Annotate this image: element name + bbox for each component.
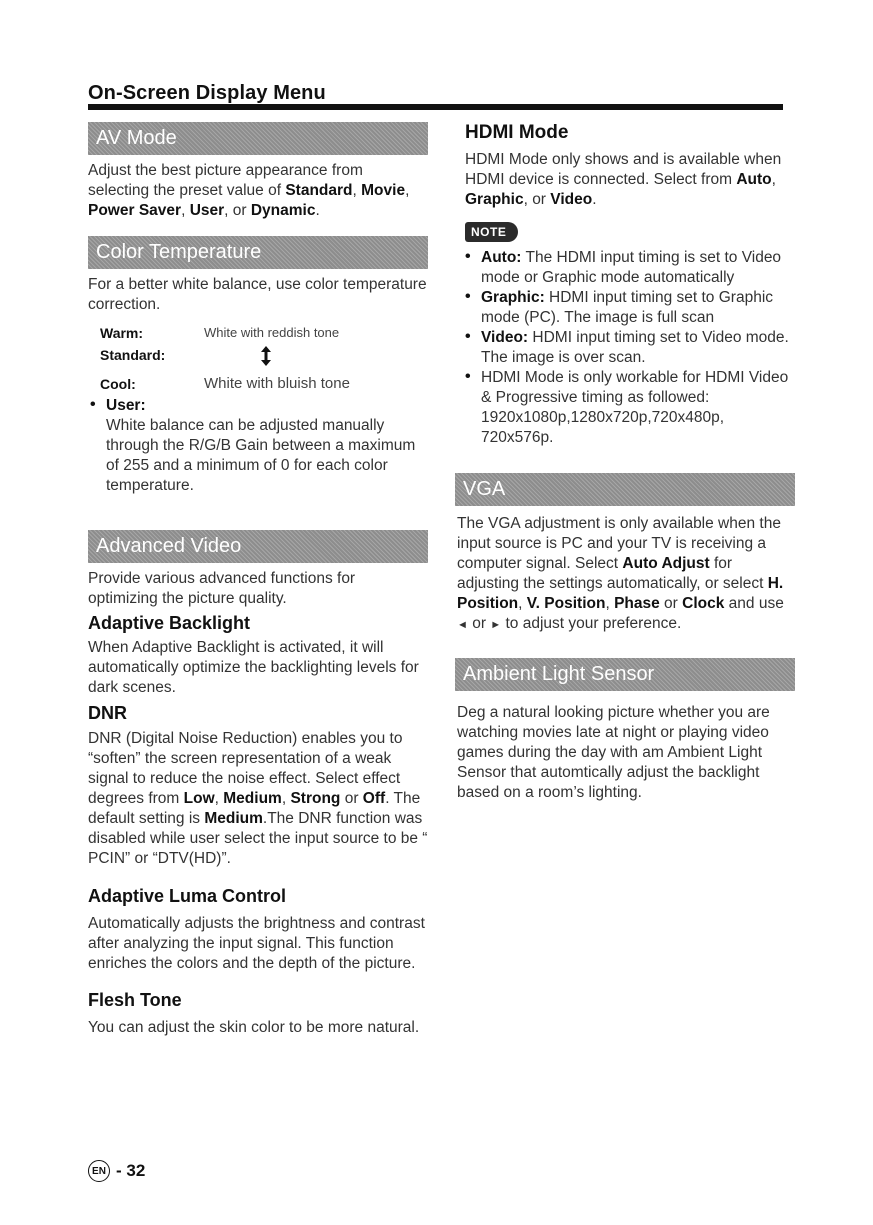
vga-heading: VGA: [455, 473, 795, 506]
av-mode-heading: AV Mode: [88, 122, 428, 155]
dnr-text: DNR (Digital Noise Reduction) enables you to “soften” the screen representation of a weak signal to reduce the noise effect. Select effect degrees from Low, Medium, Strong or Off. The default setting is Medium.The DNR function was disabled while user select the input source to be “ PCIN” or “DTV(HD)”.: [88, 730, 428, 867]
hdmi-mode-title: HDMI Mode: [465, 122, 569, 143]
hdmi-bullet-video: • Video: HDMI input timing set to Video mode. The image is over scan.: [463, 328, 795, 368]
en-language-icon: EN: [88, 1160, 110, 1182]
hdmi-mode-text: HDMI Mode only shows and is available when HDMI device is connected. Select from Auto, Graphic, or Video.: [465, 151, 782, 208]
warm-row: Warm: White with reddish tone: [100, 325, 340, 341]
standard-row: Standard:: [88, 345, 428, 372]
page-footer: [88, 1160, 145, 1182]
av-mode-text: Adjust the best picture appearance from selecting the preset value of Standard, Movie, Power Saver, User, or Dynamic.: [88, 162, 410, 219]
hdmi-bullet-graphic: • Graphic: HDMI input timing set to Graphic mode (PC). The image is full scan: [463, 288, 795, 328]
advanced-video-text: Provide various advanced functions for optimizing the picture quality.: [88, 570, 356, 607]
hdmi-bullet-timing: • HDMI Mode is only workable for HDMI Video & Progressive timing as followed: 1920x1080p,1280x720p,720x480p, 720x576p.: [463, 368, 795, 448]
adaptive-luma-text: Automatically adjusts the brightness and contrast after analyzing the input signal. This function enriches the colors and the depth of the picture.: [88, 915, 425, 972]
right-arrow-icon: ►: [490, 619, 502, 631]
advanced-video-heading: Advanced Video: [88, 530, 428, 563]
note-badge-wrap: [455, 222, 795, 242]
ambient-text: Deg a natural looking picture whether you are watching movies late at night or playing video games during the day with am Ambient Light Sensor that automtically adjust the backlight based on a room’s lighting.: [457, 704, 770, 801]
hdmi-bullets: [455, 248, 795, 448]
adaptive-backlight-text: When Adaptive Backlight is activated, it will automatically optimize the backlighting levels for dark scenes.: [88, 639, 419, 696]
hdmi-bullet-auto: • Auto: The HDMI input timing is set to Video mode or Graphic mode automatically: [463, 248, 795, 288]
adaptive-backlight-title: Adaptive Backlight: [88, 613, 251, 633]
ambient-heading: Ambient Light Sensor: [455, 658, 795, 691]
up-down-arrow-icon: [204, 345, 272, 372]
left-arrow-icon: ◄: [457, 619, 468, 631]
color-temperature-text: For a better white balance, use color temperature correction.: [88, 276, 427, 313]
note-badge: NOTE: [465, 222, 518, 242]
left-column: [88, 122, 428, 1038]
page-number: - 32: [116, 1161, 146, 1180]
page-title: On-Screen Display Menu: [88, 82, 326, 104]
vga-text: The VGA adjustment is only available when the input source is PC and your TV is receiving a computer signal. Select Auto Adjust for adjusting the settings automatically, or select H. Position, V. Position, Phase or Clock and use ◄ or ► to adjust your preference.: [457, 515, 784, 632]
flesh-tone-title: Flesh Tone: [88, 990, 182, 1010]
flesh-tone-text: You can adjust the skin color to be more natural.: [88, 1019, 420, 1036]
adaptive-luma-title: Adaptive Luma Control: [88, 886, 287, 906]
dnr-title: DNR: [88, 703, 127, 723]
title-rule: [88, 104, 783, 110]
cool-row: Cool: White with bluish tone: [100, 375, 350, 392]
color-temperature-heading: Color Temperature: [88, 236, 428, 269]
user-bullet: • User: White balance can be adjusted manually through the R/G/B Gain between a maximum of 255 and a minimum of 0 for each color temperature.: [88, 396, 428, 496]
right-column: [455, 122, 795, 803]
color-temp-table: [88, 323, 428, 394]
